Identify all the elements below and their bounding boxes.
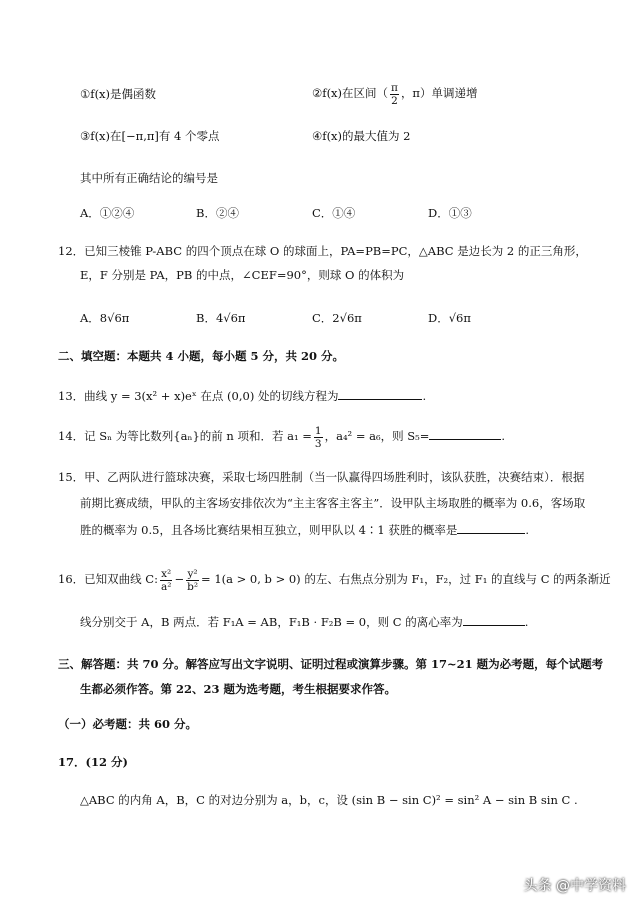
q12-choice-a: A．8√6π	[80, 311, 130, 325]
q17-heading: 17．(12 分)	[58, 755, 128, 769]
q16-line-1	[58, 564, 611, 594]
x2-over-a2-fraction: $\frac{\text{x²}}{\text{a²}}$	[160, 567, 172, 593]
statement-3: ③f(x)在[−π,π]有 4 个零点	[80, 129, 220, 143]
q16-line-2	[80, 613, 528, 630]
q15-line-1: 15．甲、乙两队进行篮球决赛，采取七场四胜制（当一队赢得四场胜利时，该队获胜，决赛结束）．根据	[58, 470, 585, 484]
q14-answer-blank[interactable]	[429, 427, 501, 440]
y2-over-b2-fraction: $\frac{\text{y²}}{\text{b²}}$	[187, 567, 199, 593]
q15-answer-blank[interactable]	[457, 521, 525, 534]
q17-body: △ABC 的内角 A，B，C 的对边分别为 a，b，c，设 (sin B − sin C)² = sin² A − sin B sin C .	[80, 793, 578, 807]
pi-over-2-fraction: $\frac{\pi}{2}$	[391, 81, 398, 107]
q13-answer-blank[interactable]	[338, 387, 422, 400]
statement-2-prefix: ②f(x)在区间（	[312, 86, 389, 100]
statement-4: ④f(x)的最大值为 2	[312, 129, 411, 143]
q11-choice-c: C．①④	[312, 206, 356, 220]
q11-choice-b: B．②④	[196, 206, 239, 220]
section-3-heading-line-1: 三、解答题：共 70 分。解答应写出文字说明、证明过程或演算步骤。第 17~21 题为必考题，每个试题考	[58, 657, 604, 671]
q12-line-2: E，F 分别是 PA，PB 的中点，∠CEF=90°，则球 O 的体积为	[80, 268, 405, 282]
q15-text: 胜的概率为 0.5，且各场比赛结果相互独立，则甲队以 4∶1 获胜的概率是	[80, 523, 458, 537]
section-3-heading-line-2: 生都必须作答。第 22、23 题为选考题，考生根据要求作答。	[80, 682, 397, 696]
q15-end: .	[525, 523, 530, 537]
q11-choice-d: D．①③	[428, 206, 472, 220]
watermark: 头条 @中学资料	[523, 878, 626, 894]
q16-text-2: = 1(a > 0, b > 0) 的左、右焦点分别为 F₁，F₂，过 F₁ 的直线与 C 的两条渐近	[201, 572, 611, 586]
section-3-subheading: （一）必考题：共 60 分。	[58, 717, 198, 731]
q14-end: .	[501, 429, 506, 443]
statement-2	[312, 80, 478, 107]
q16-end: .	[524, 615, 529, 629]
q12-line-1: 12．已知三棱锥 P-ABC 的四个顶点在球 O 的球面上，PA=PB=PC，△ABC 是边长为 2 的正三角形，	[58, 244, 587, 258]
q14	[58, 422, 505, 450]
q12-choice-b: B．4√6π	[196, 311, 246, 325]
q16-text-3: 线分别交于 A，B 两点．若 F₁A = AB，F₁B · F₂B = 0，则 C 的离心率为	[80, 615, 463, 629]
q13-end: .	[422, 389, 427, 403]
statement-1: ①f(x)是偶函数	[80, 87, 157, 101]
q12-choice-d: D．√6π	[428, 311, 471, 325]
statement-2-suffix: ，π）单调递增	[400, 86, 478, 100]
minus-sign: −	[174, 572, 185, 586]
q16-text: 16．已知双曲线 C:	[58, 572, 158, 586]
q16-answer-blank[interactable]	[463, 613, 525, 626]
q13	[58, 387, 426, 404]
q12-choice-c: C．2√6π	[312, 311, 362, 325]
q11-choice-a: A．①②④	[80, 206, 135, 220]
q14-text: 14．记 Sₙ 为等比数列{aₙ}的前 n 项和．若 a₁ =	[58, 429, 312, 443]
section-2-heading: 二、填空题：本题共 4 小题，每小题 5 分，共 20 分。	[58, 349, 345, 363]
one-third-fraction: $\frac{1}{3}$	[314, 424, 322, 450]
q11-prompt: 其中所有正确结论的编号是	[80, 171, 218, 185]
q13-text: 13．曲线 y = 3(x² + x)eˣ 在点 (0,0) 处的切线方程为	[58, 389, 339, 403]
q14-text-2: ，a₄² = a₆，则 S₅=	[324, 429, 430, 443]
q15-line-2: 前期比赛成绩，甲队的主客场安排依次为“主主客客主客主”．设甲队主场取胜的概率为 0.6，客场取	[80, 496, 586, 510]
q15-line-3	[80, 521, 529, 538]
